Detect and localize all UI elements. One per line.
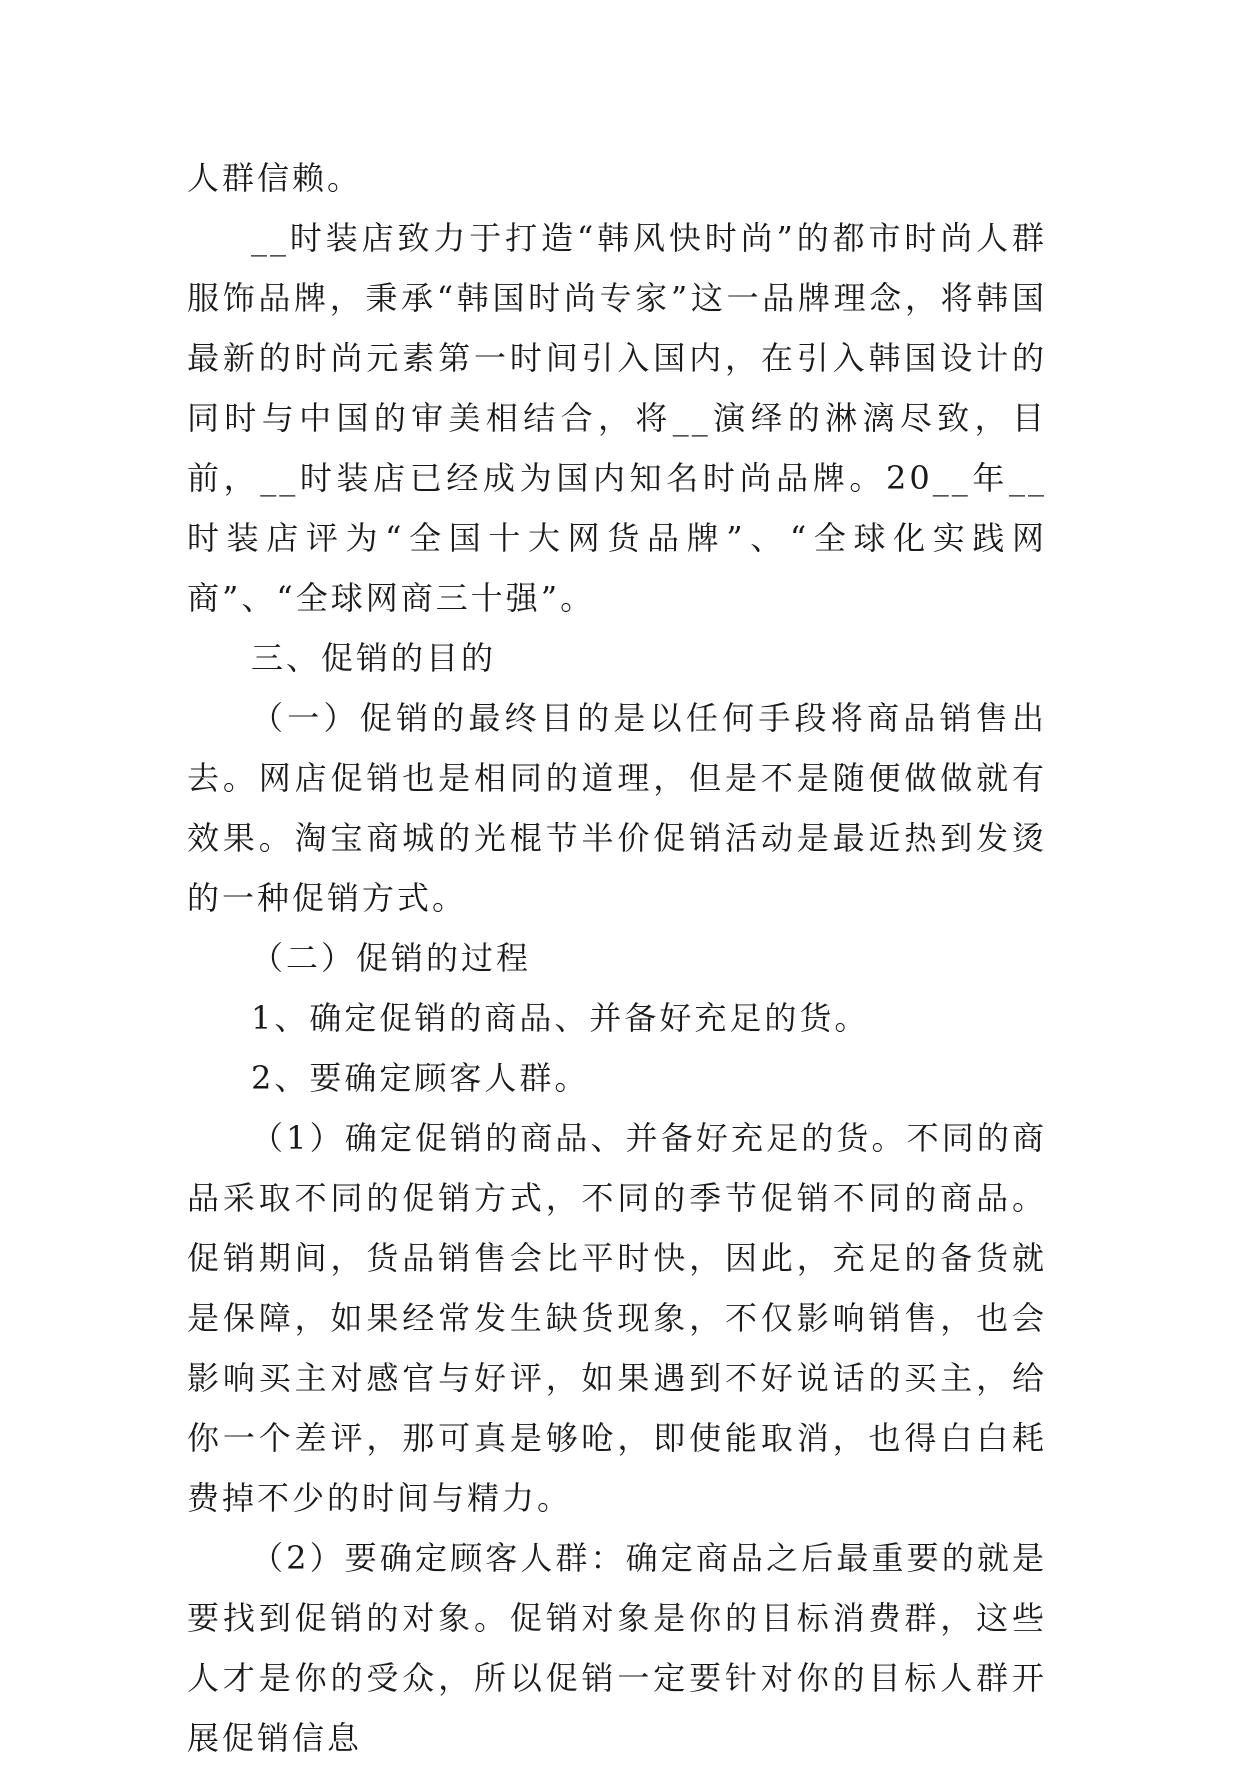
list-item: 1、确定促销的商品、并备好充足的货。 [251,999,870,1037]
document-body [187,148,1047,1768]
paragraph: （一）促销的最终目的是以任何手段将商品销售出去。网店促销也是相同的道理，但是不是随便做做就有效果。淘宝商城的光棍节半价促销活动是最近热到发烫的一种促销方式。 [187,699,1047,917]
list-item: 2、要确定顾客人群。 [251,1059,590,1097]
section-heading: 三、促销的目的 [251,639,497,677]
paragraph: __时装店致力于打造“韩风快时尚”的都市时尚人群服饰品牌，秉承“韩国时尚专家”这一品牌理念，将韩国最新的时尚元素第一时间引入国内，在引入韩国设计的同时与中国的审美相结合，将__演绎的淋漓尽致，目前，__时装店已经成为国内知名时尚品牌。20__年__时装店评为“全国十大网货品牌”、“全球化实践网商”、“全球网商三十强”。 [187,219,1047,617]
subsection-heading: （二）促销的过程 [251,939,532,977]
paragraph: （1）确定促销的商品、并备好充足的货。不同的商品采取不同的促销方式，不同的季节促销不同的商品。促销期间，货品销售会比平时快，因此，充足的备货就是保障，如果经常发生缺货现象，不仅影响销售，也会影响买主对感官与好评，如果遇到不好说话的买主，给你一个差评，那可真是够呛，即使能取消，也得白白耗费掉不少的时间与精力。 [187,1119,1047,1517]
paragraph: （2）要确定顾客人群：确定商品之后最重要的就是要找到促销的对象。促销对象是你的目标消费群，这些人才是你的受众，所以促销一定要针对你的目标人群开展促销信息 [187,1539,1047,1757]
paragraph: 人群信赖。 [187,159,363,197]
